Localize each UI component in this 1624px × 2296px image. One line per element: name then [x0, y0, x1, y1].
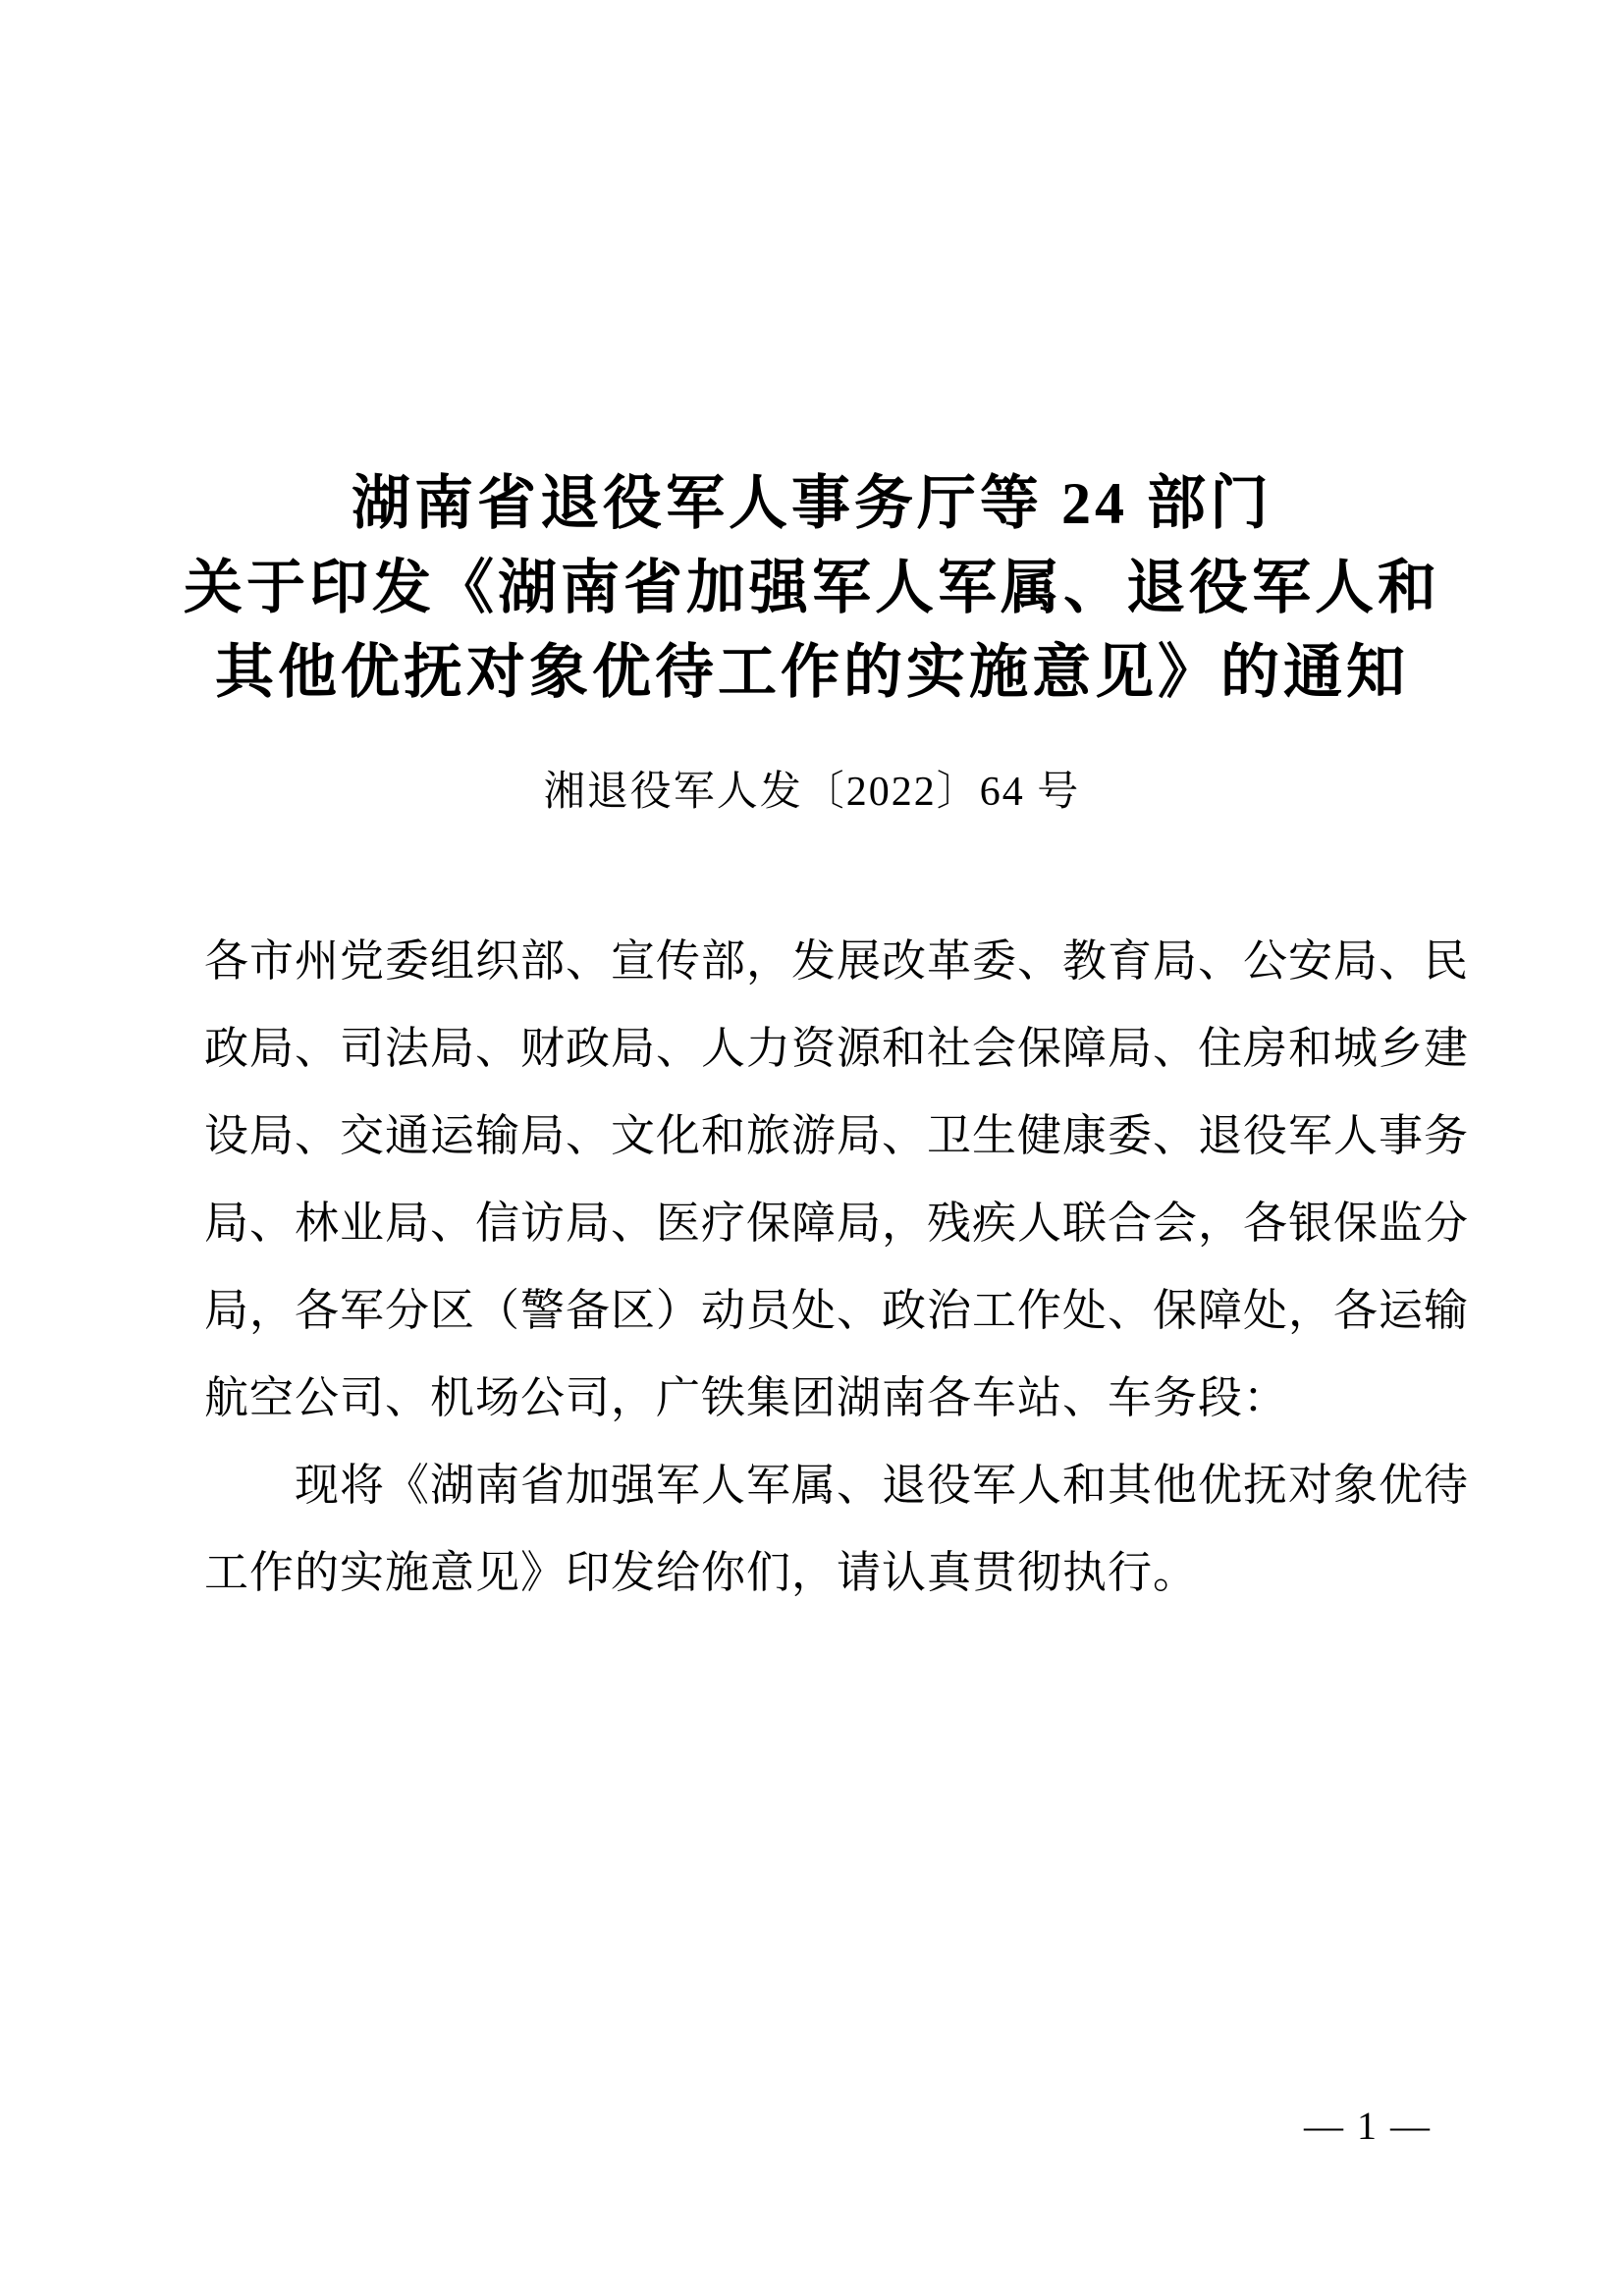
title-line-2: 关于印发《湖南省加强军人军属、退役军人和: [184, 556, 1440, 620]
body-line-2: 政局、司法局、财政局、人力资源和社会保障局、住房和城乡建: [204, 1024, 1470, 1073]
body-line-1: 各市州党委组织部、宣传部，发展改革委、教育局、公安局、民: [204, 936, 1470, 986]
document-title: [0, 461, 1624, 715]
document-number: 湘退役军人发〔2022〕64 号: [543, 770, 1081, 815]
body-line-8: 工作的实施意见》印发给你们，请认真贯彻执行。: [204, 1548, 1199, 1597]
page-number: — 1 —: [1304, 2104, 1432, 2148]
body-line-6: 航空公司、机场公司，广铁集团湖南各车站、车务段：: [204, 1373, 1289, 1422]
document-body: [204, 918, 1471, 1617]
body-line-4: 局、林业局、信访局、医疗保障局，残疾人联合会，各银保监分: [204, 1199, 1470, 1248]
title-line-1: 湖南省退役军人事务厅等 24 部门: [352, 471, 1272, 536]
title-line-3: 其他优抚对象优待工作的实施意见》的通知: [215, 640, 1409, 705]
body-line-7: 现将《湖南省加强军人军属、退役军人和其他优抚对象优待: [295, 1461, 1470, 1510]
body-line-5: 局，各军分区（警备区）动员处、政治工作处、保障处，各运输: [204, 1286, 1470, 1335]
body-line-3: 设局、交通运输局、文化和旅游局、卫生健康委、退役军人事务: [204, 1111, 1470, 1160]
